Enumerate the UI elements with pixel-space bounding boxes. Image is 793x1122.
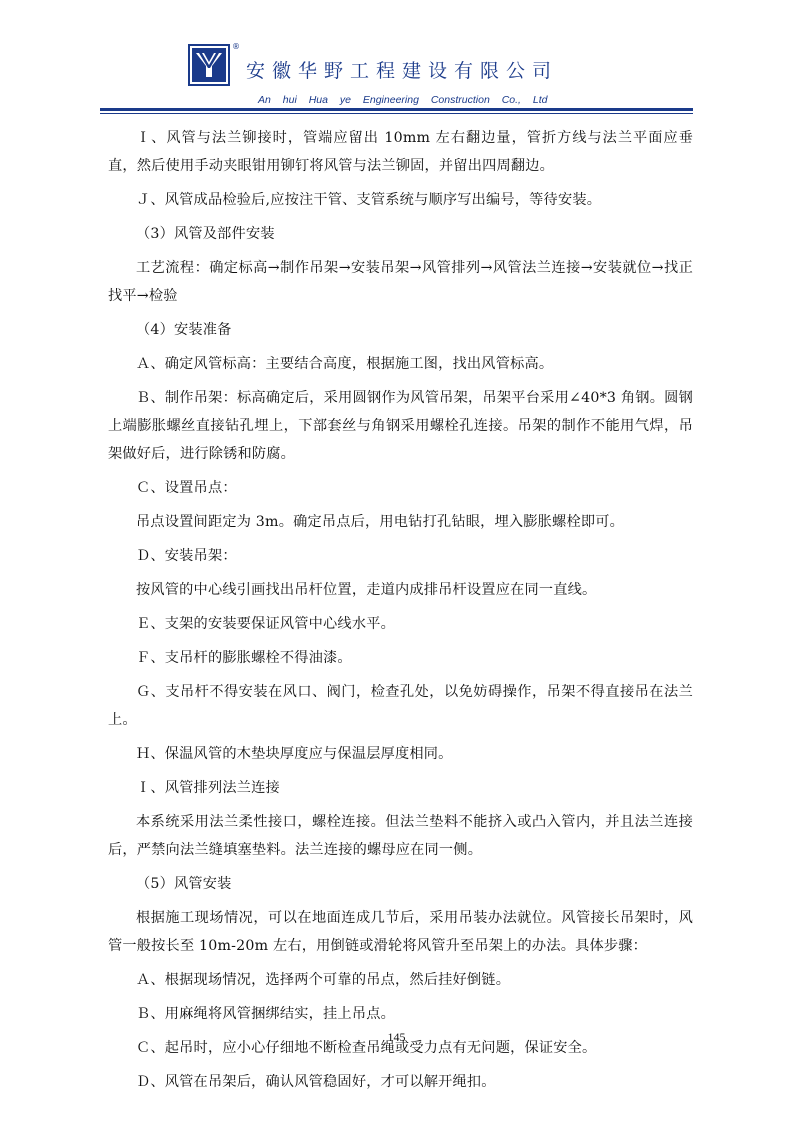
paragraph: Ｃ、设置吊点： xyxy=(136,480,237,496)
company-name-en: An hui Hua ye Engineering Construction Co., Ltd xyxy=(258,94,548,106)
paragraph: Ｄ、安装吊架： xyxy=(136,548,237,564)
paragraph: 工艺流程：确定标高→制作吊架→安装吊架→风管排列→风管法兰连接→安装就位→找正找平→检验 xyxy=(108,260,693,304)
paragraph: 根据施工现场情况，可以在地面连成几节后，采用吊装办法就位。风管接长吊架时，风管一般按长至 10m-20m 左右，用倒链或滑轮将风管升至吊架上的办法。具体步骤： xyxy=(108,910,693,954)
paragraph: Ｂ、用麻绳将风管捆绑结实，挂上吊点。 xyxy=(136,1006,395,1022)
company-logo-icon xyxy=(188,44,230,86)
section-heading: （3）风管及部件安装 xyxy=(136,226,275,242)
paragraph: Ｂ、制作吊架：标高确定后，采用圆钢作为风管吊架，吊架平台采用∠40*3 角钢。圆钢上端膨胀螺丝直接钻孔埋上，下部套丝与角钢采用螺栓孔连接。吊架的制作不能用气焊，吊架做好后，进行除锈和防腐。 xyxy=(108,390,693,462)
paragraph: 按风管的中心线引画找出吊杆位置，走道内成排吊杆设置应在同一直线。 xyxy=(136,582,597,598)
paragraph: Ｄ、风管在吊架后，确认风管稳固好，才可以解开绳扣。 xyxy=(136,1074,496,1090)
paragraph: Ｊ、风管成品检验后,应按注干管、支管系统与顺序写出编号，等待安装。 xyxy=(136,192,602,208)
paragraph: Ｅ、支架的安装要保证风管中心线水平。 xyxy=(136,616,395,632)
registered-mark: ® xyxy=(232,42,240,51)
section-heading: （5）风管安装 xyxy=(136,876,232,892)
paragraph: Ｃ、起吊时，应小心仔细地不断检查吊绳或受力点有无问题，保证安全。 xyxy=(136,1040,597,1056)
paragraph: Ｇ、支吊杆不得安装在风口、阀门，检查孔处，以免妨碍操作，吊架不得直接吊在法兰上。 xyxy=(108,684,693,728)
paragraph: Ｆ、支吊杆的膨胀螺栓不得油漆。 xyxy=(136,650,352,666)
paragraph: Ｉ、风管与法兰铆接时，管端应留出 10mm 左右翻边量，管折方线与法兰平面应垂直，然后使用手动夹眼钳用铆钉将风管与法兰铆固，并留出四周翻边。 xyxy=(108,130,693,174)
page-number: 145 xyxy=(387,1030,406,1044)
header-rule-thick xyxy=(100,108,693,111)
paragraph: Ａ、确定风管标高：主要结合高度，根据施工图，找出风管标高。 xyxy=(136,356,554,372)
document-body xyxy=(108,124,693,1102)
page-header xyxy=(0,0,793,120)
header-rule-thin xyxy=(100,113,693,114)
paragraph: Ｈ、保温风管的木垫块厚度应与保温层厚度相同。 xyxy=(136,746,453,762)
section-heading: （4）安装准备 xyxy=(136,322,232,338)
paragraph: 本系统采用法兰柔性接口，螺栓连接。但法兰垫料不能挤入或凸入管内，并且法兰连接后，严禁向法兰缝填塞垫料。法兰连接的螺母应在同一侧。 xyxy=(108,814,693,858)
paragraph: Ｉ、风管排列法兰连接 xyxy=(136,780,280,796)
company-name-cn: 安徽华野工程建设有限公司 xyxy=(246,60,559,82)
paragraph: Ａ、根据现场情况，选择两个可靠的吊点，然后挂好倒链。 xyxy=(136,972,511,988)
paragraph: 吊点设置间距定为 3m。确定吊点后，用电钻打孔钻眼，埋入膨胀螺栓即可。 xyxy=(136,514,624,530)
